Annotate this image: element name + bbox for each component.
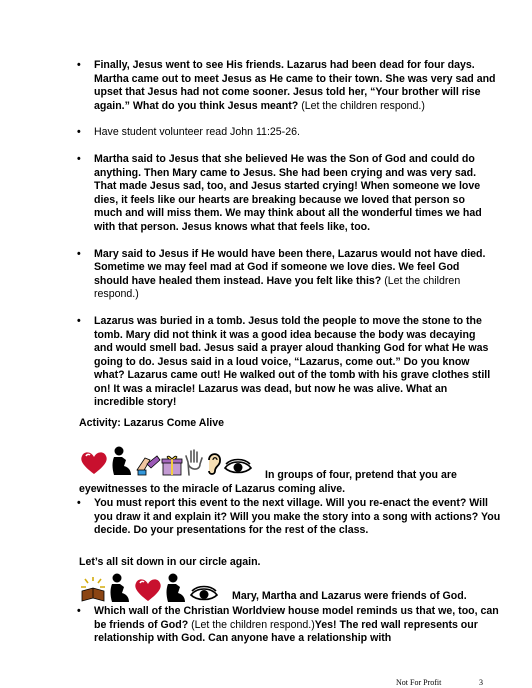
bullet-text-bold: Which wall of the Christian Worldview house model reminds us that we, too, can be friends of God?	[94, 605, 499, 631]
list-item	[77, 497, 504, 538]
bullet-text-normal: (Let the children respond.)	[298, 99, 425, 112]
circle-heading: Let’s all sit down in our circle again.	[79, 556, 261, 568]
list-item	[77, 247, 496, 302]
bullet-text-bold: You must report this event to the next village. Will you re-enact the event? Will you draw it and explain it? Will you make the story into a song with actions? You decide. Do your presentations for the rest of the class.	[94, 497, 501, 537]
bible-icon	[79, 575, 107, 603]
bullet-text-bold: Lazarus was buried in a tomb. Jesus told the people to move the stone to the tomb. Mary did not think it was a good idea because the body was decaying and would smell bad. Jesus said a prayer aloud thanking God for what He was going to do. Jesus said in a loud voice, “Lazarus, come out.” Do you know what? Lazarus came out! He walked out of the tomb with his grave clothes still on! It was a miracle! Lazarus was dead, but now he was alive. What an incredible story!	[94, 314, 491, 409]
bullet-text-bold: Finally, Jesus went to see His friends. Lazarus had been dead for four days. Martha came out to meet Jesus as He came to their town. She was very sad and upset that Jesus had not come sooner. Jesus told her, “Your brother will rise again.” What do you think Jesus meant?	[94, 59, 496, 112]
bullet-text-bold: Martha said to Jesus that she believed He was the Son of God and could do anything. Then Mary came to Jesus. She had been crying and was very sad. That made Jesus sad, too, and Jesus started crying! When someone we love dies, it feels like our hearts are breaking because we loved that person so much and will miss them. We may think about all the wonderful times we had with that person. Jesus knows what that feels like, too.	[94, 152, 482, 233]
praying-person-icon	[107, 573, 133, 603]
bullet-text-normal: (Let the children respond.)	[94, 274, 461, 301]
bullet-dot: •	[77, 59, 81, 71]
bullet-text-bold: Mary said to Jesus if He would have been there, Lazarus would not have died. Sometime we may feel mad at God if someone we love dies. We feel God should have healed them instead. Have you felt like this?	[94, 247, 486, 287]
list-item	[77, 126, 496, 140]
bullet-dot: •	[77, 605, 81, 617]
bullet-dot: •	[77, 126, 81, 139]
circle-icon-row	[79, 573, 219, 603]
bullet-dot: •	[77, 152, 81, 165]
bullet-text-bold: Yes! The red wall represents our relationship with God. Can anyone have a relationship with	[94, 618, 478, 645]
list-item	[77, 605, 504, 646]
praying-person-icon	[163, 573, 189, 603]
activity-heading: Activity: Lazarus Come Alive	[79, 417, 225, 429]
list-item	[77, 152, 496, 235]
heart-icon	[133, 577, 163, 603]
footer-label: Not For Profit	[396, 678, 442, 687]
activity-sub-list	[77, 497, 504, 539]
eye-icon	[189, 585, 219, 603]
list-item	[77, 314, 496, 410]
activity-lead-text: In groups of four, pretend that you are eyewitnesses to the miracle of Lazarus coming alive.	[79, 469, 457, 495]
bullet-dot: •	[77, 314, 81, 327]
circle-sub-list	[77, 605, 504, 647]
circle-lead-text: Mary, Martha and Lazarus were friends of God.	[232, 590, 467, 602]
page-number: 3	[479, 678, 483, 687]
bullet-dot: •	[77, 247, 81, 260]
bullet-text-normal: (Let the children respond.)	[188, 618, 315, 631]
bullet-dot: •	[77, 497, 81, 509]
bullet-text-normal: Have student volunteer read John 11:25-26.	[94, 126, 300, 139]
list-item	[77, 59, 496, 113]
